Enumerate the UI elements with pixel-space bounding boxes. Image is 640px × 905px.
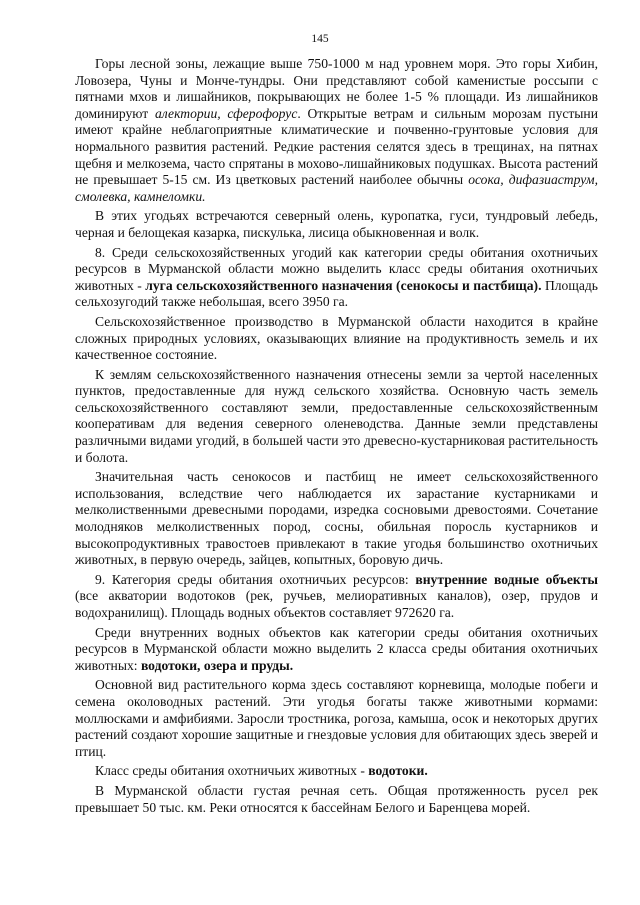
text-run: Сельскохозяйственное производство в Мурманской области находится в крайне сложных природных условиях, оказывающих влияние на продуктивность земель и их качественное состояние. xyxy=(75,313,598,363)
text-run: Горы лесной зоны, лежащие выше 750-1000 м над уровнем моря. Это горы Хибин, Ловозера, Чуны и Монче-тундры. Они представляют собой каменистые россыпи с пятнами мхов и лишайников, покрывающих не более 1-5 % площади. Из лишайников доминируют xyxy=(75,56,598,121)
text-run: водотоки, озера и пруды. xyxy=(140,657,294,673)
text-run: . Открытые ветрам и сильным морозам пустыни имеют крайне неблагоприятные климатические и почвенно-грунтовые условия для нормального развития растений. Редкие растения селятся здесь в трещинах, на пятнах щебня и мелкозема, часто спрятаны в мохово-лишайниковых подушках. Высота растений не превышает 5-15 см. Из цветковых растений наиболее обычны xyxy=(75,105,598,188)
text-run: Среди внутренних водных объектов как категории среды обитания охотничьих ресурсов в Мурманской области можно выделить 2 класса среды обитания охотничьих животных: xyxy=(75,624,598,673)
text-run: (все акватории водотоков (рек, ручьев, мелиоративных каналов), озер, прудов и водохранилищ). Площадь водных объектов составляет 972620 га. xyxy=(75,588,598,620)
paragraph-p9 xyxy=(75,677,598,760)
paragraph-p7 xyxy=(75,572,598,622)
text-run: осока, дифазиаструм, смолевка, камнеломки. xyxy=(75,172,598,204)
text-run: В Мурманской области густая речная сеть. Общая протяженность русел рек превышает 50 тыс. км. Реки относятся к бассейнам Белого и Баренцева морей. xyxy=(75,782,598,815)
paragraph-p3 xyxy=(75,245,598,311)
page-number: 145 xyxy=(311,33,329,45)
body-text xyxy=(75,56,598,816)
paragraph-p10 xyxy=(75,763,598,780)
paragraph-p8 xyxy=(75,625,598,675)
text-run: К землям сельскохозяйственного назначения отнесены земли за чертой населенных пунктов, предоставленные для нужд сельского хозяйства. Основную часть земель сельскохозяйственного составляют земли, предоставленные сельскохозяйственным кооперативам для ведения северного оленеводства. Данные земли представлены различными видами угодий, в большей части это древесно-кустарниковая растительность и болота. xyxy=(75,366,598,465)
paragraph-p2 xyxy=(75,208,598,241)
text-run: луга сельскохозяйственного назначения (сенокосы и пастбища). xyxy=(145,277,542,293)
paragraph-p1 xyxy=(75,56,598,205)
paragraph-p5 xyxy=(75,367,598,467)
text-run: Значительная часть сенокосов и пастбищ не имеет сельскохозяйственного использования, вследствие чего наблюдается их зарастание кустарниками и мелколиственными древесными породами, изредка сосновыми древостоями. Сочетание молодняков мелколиственных пород, сосны, обильная поросль кустарников и высокопродуктивных травостоев привлекают в такие угодья большинство охотничьих животных, в первую очередь, зайцев, копытных, боровую дичь. xyxy=(75,469,598,568)
text-run: Основной вид растительного корма здесь составляют корневища, молодые побеги и семена околоводных растений. Эти угодья богаты также животными кормами: моллюсками и амфибиями. Заросли тростника, рогоза, камыша, осок и некоторых других растений создают хорошие защитные и гнездовые условия для обитающих здесь зверей и птиц. xyxy=(75,677,598,759)
text-run: внутренние водные объекты xyxy=(415,571,598,587)
text-run: водотоки. xyxy=(368,763,428,779)
paragraph-p4 xyxy=(75,314,598,364)
text-run: Площадь сельхозугодий также небольшая, всего 3950 га. xyxy=(75,277,598,310)
text-run: В этих угодьях встречаются северный олень, куропатка, гуси, тундровый лебедь, черная и белощекая казарка, пискулька, лисица обыкновенная и волк. xyxy=(75,208,598,240)
text-run: алектории, сферофорус xyxy=(154,105,298,121)
text-run: 9. Категория среды обитания охотничьих ресурсов: xyxy=(95,571,416,587)
text-run: 8. Среди сельскохозяйственных угодий как категории среды обитания охотничьих ресурсов в Мурманской области можно выделить класс среды обитания охотничьих животных - xyxy=(75,244,598,293)
paragraph-p6 xyxy=(75,469,598,569)
paragraph-p11 xyxy=(75,783,598,816)
text-run: Класс среды обитания охотничьих животных - xyxy=(95,763,369,779)
